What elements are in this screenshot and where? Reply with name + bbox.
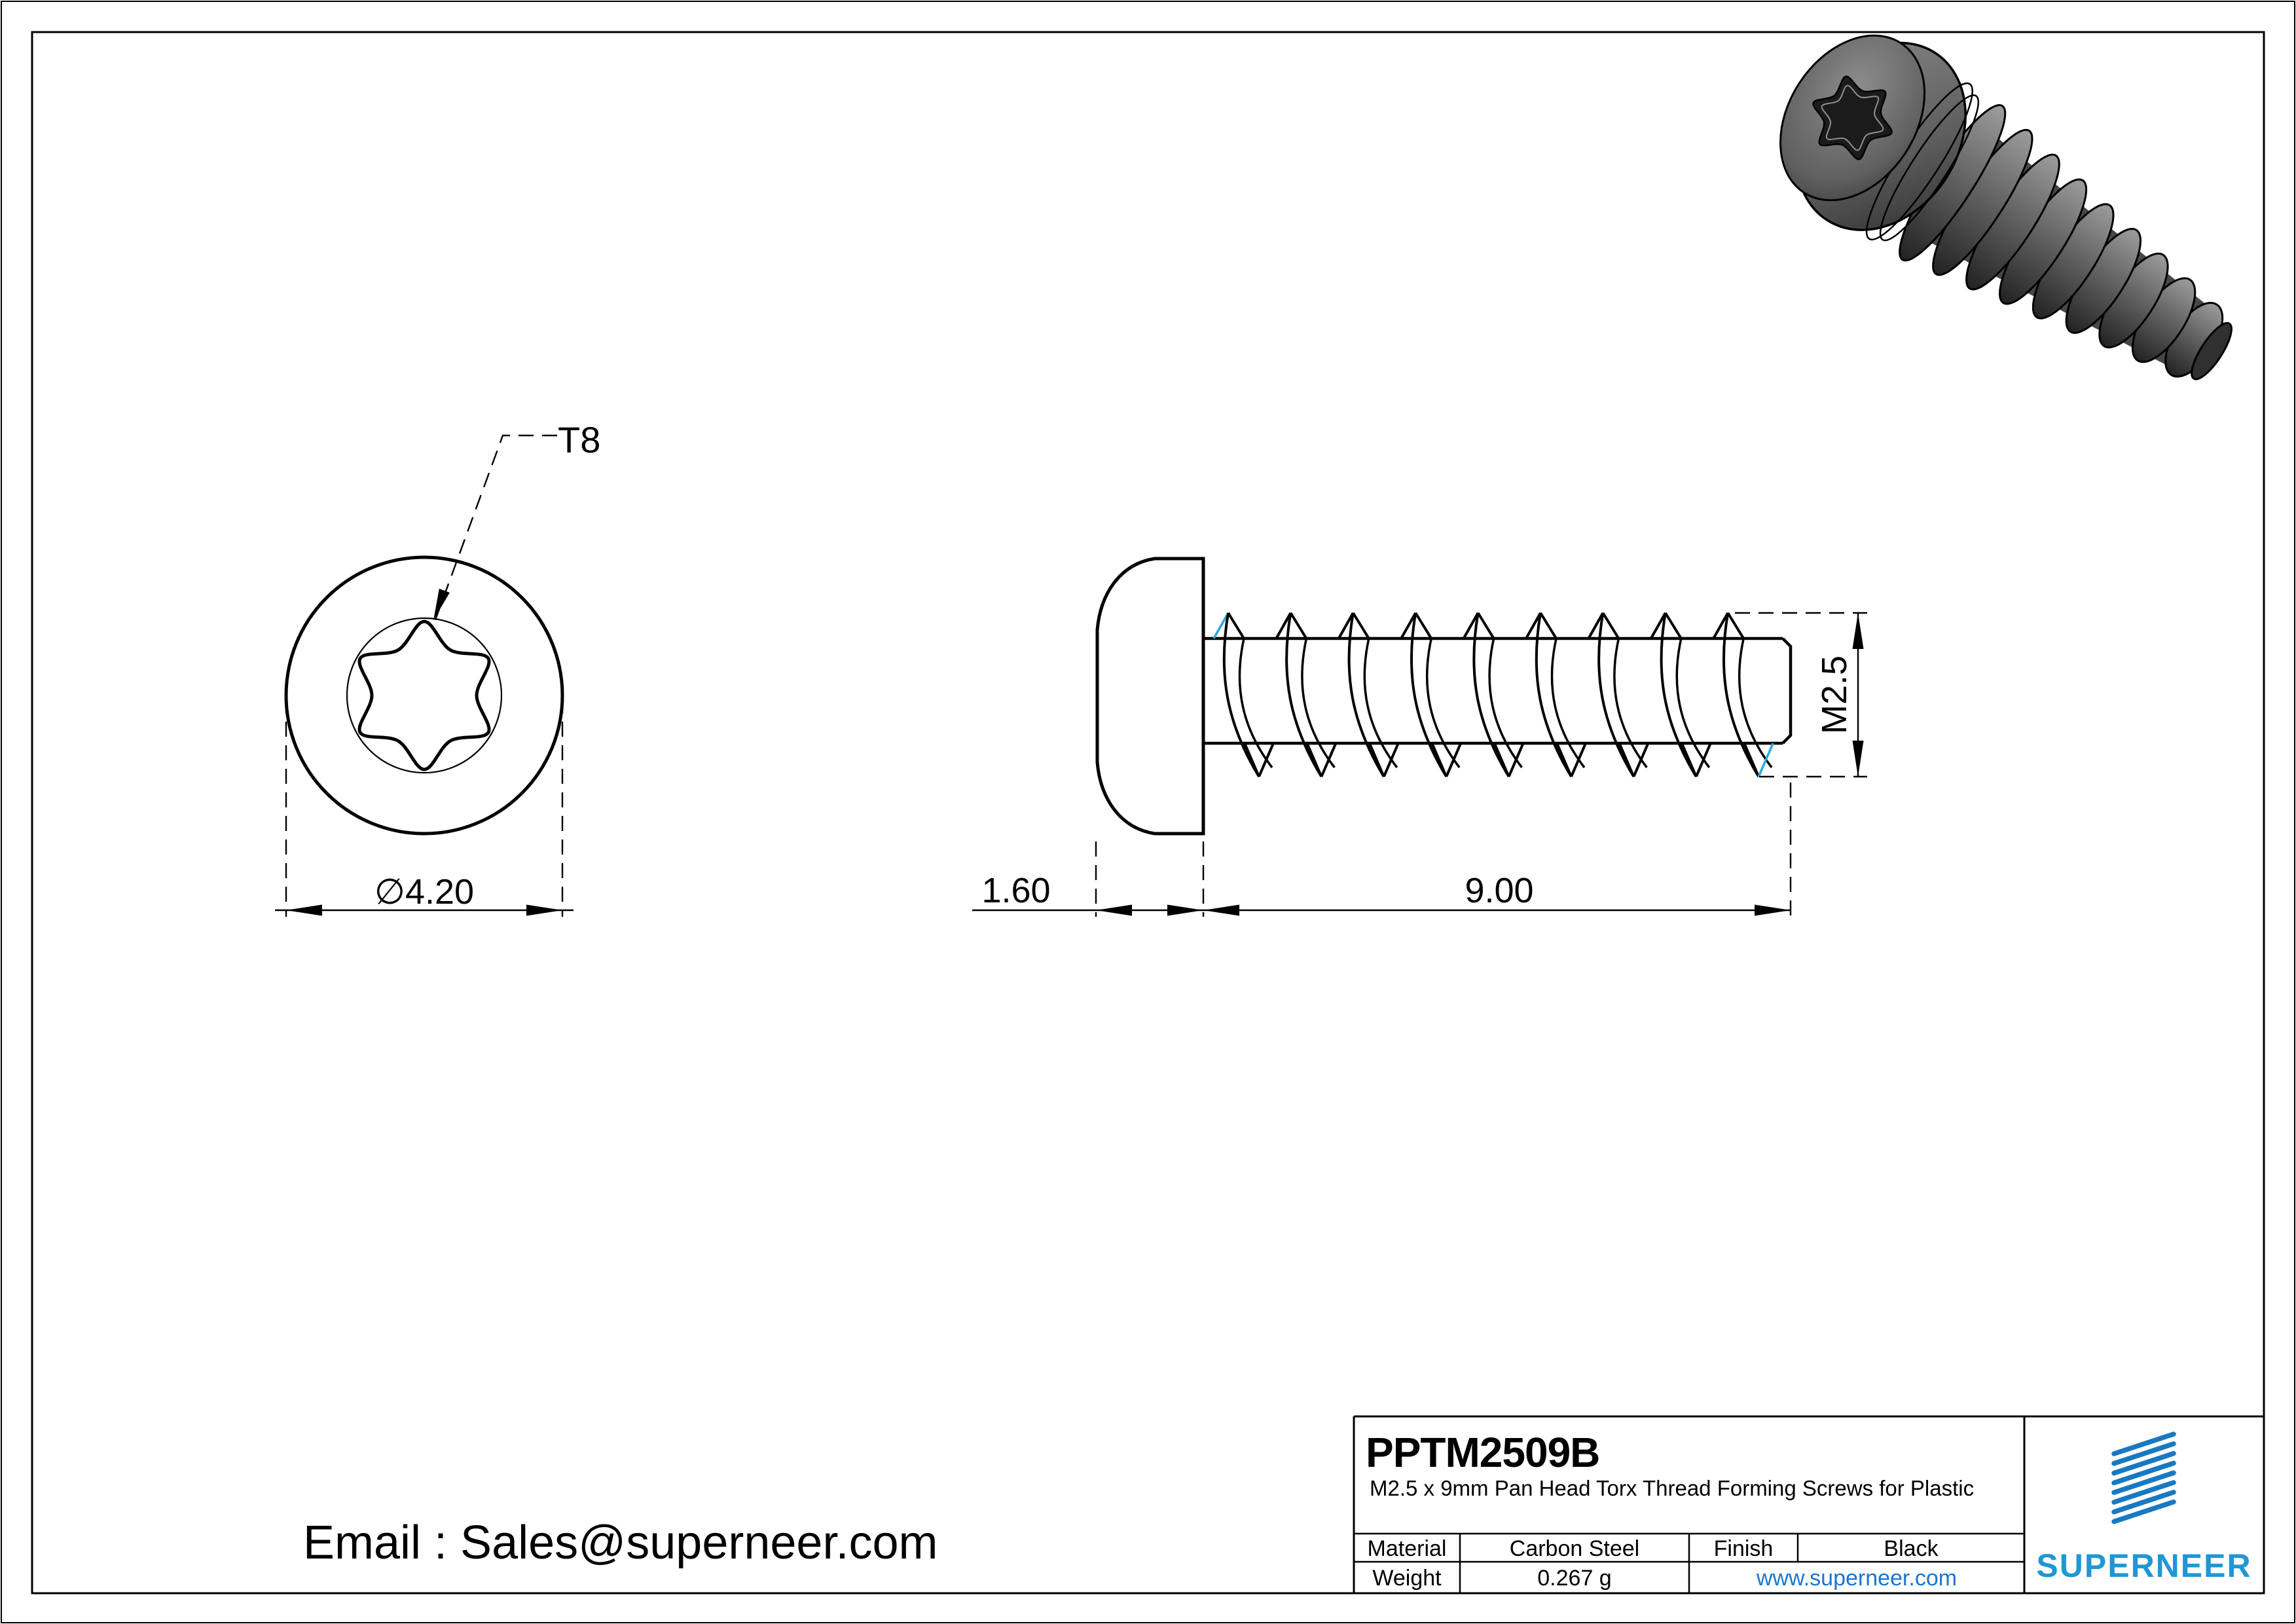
- finish-value: Black: [1884, 1536, 1939, 1561]
- head-height-dim: 1.60: [981, 871, 1051, 910]
- m25-arrow-top: [1853, 613, 1864, 649]
- front-view: [275, 419, 600, 917]
- length-dim-arrow-left: [1203, 905, 1239, 916]
- pan-head-profile: [1097, 559, 1203, 834]
- torx-recess-outline: [359, 621, 489, 769]
- head-outline-circle: [286, 557, 562, 834]
- material-label: Material: [1367, 1536, 1447, 1561]
- part-number: PPTM2509B: [1366, 1429, 1600, 1476]
- logo-stripe: [2114, 1502, 2174, 1522]
- t8-leader-line: [435, 435, 557, 621]
- part-description: M2.5 x 9mm Pan Head Torx Thread Forming Screws for Plastic: [1370, 1476, 1975, 1500]
- head-diameter-dim: ∅4.20: [374, 872, 475, 912]
- logo-stripe: [2114, 1454, 2174, 1473]
- screw-tip: [1783, 638, 1791, 743]
- brand-wordmark: SUPERNEER: [2036, 1547, 2252, 1584]
- head-dim-arrow-right: [1167, 905, 1203, 916]
- website-link[interactable]: www.superneer.com: [1756, 1566, 1958, 1591]
- logo-stripe: [2114, 1434, 2174, 1454]
- weight-label: Weight: [1372, 1566, 1442, 1591]
- torx-boss-circle: [347, 618, 501, 773]
- contact-email: Email : Sales@superneer.com: [303, 1517, 938, 1569]
- title-block: [1354, 1416, 2264, 1593]
- head-dim-arrow-left: [1096, 905, 1132, 916]
- dia-arrow-left: [286, 905, 322, 916]
- side-view: [972, 559, 1867, 917]
- logo-stripe: [2114, 1444, 2174, 1464]
- m25-arrow-bottom: [1853, 741, 1864, 777]
- weight-value: 0.267 g: [1537, 1566, 1612, 1591]
- logo-stripe: [2114, 1483, 2174, 1502]
- superneer-logo-icon: [2114, 1434, 2174, 1522]
- dia-arrow-right: [526, 905, 562, 916]
- torx-size-callout: T8: [558, 419, 601, 460]
- logo-stripe: [2114, 1473, 2174, 1492]
- material-value: Carbon Steel: [1509, 1536, 1640, 1561]
- finish-label: Finish: [1713, 1536, 1774, 1561]
- thread-length-dim: 9.00: [1465, 871, 1534, 910]
- screw-3d-render: [1745, 0, 2274, 440]
- t8-leader-arrowhead: [433, 589, 450, 620]
- logo-stripe: [2114, 1492, 2174, 1512]
- logo-stripe: [2114, 1463, 2174, 1483]
- length-dim-arrow-right: [1755, 905, 1791, 916]
- thread-size-dim: M2.5: [1815, 655, 1854, 735]
